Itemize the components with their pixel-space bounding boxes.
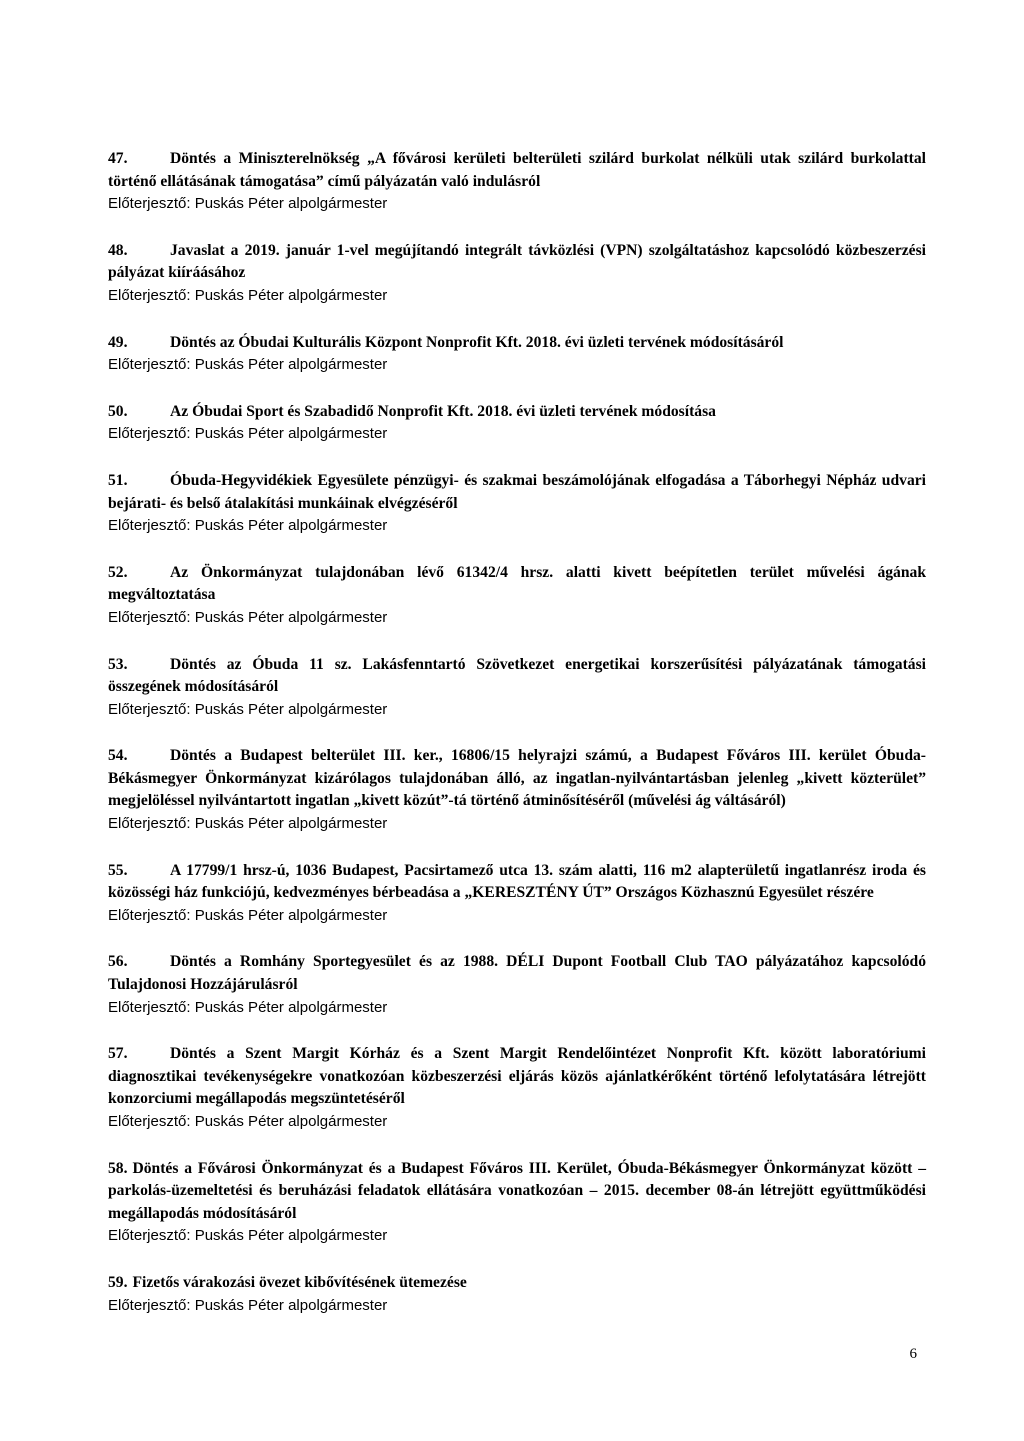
agenda-item-presenter: Előterjesztő: Puskás Péter alpolgármester bbox=[108, 608, 388, 626]
agenda-item-text: Javaslat a 2019. január 1-vel megújítandó integrált távközlési (VPN) szolgáltatáshoz kapcsolódó közbeszerzési pályázat kiíráásához bbox=[108, 241, 926, 282]
agenda-item-text: Döntés a Romhány Sportegyesület és az 1988. DÉLI Dupont Football Club TAO pályázatához kapcsolódó Tulajdonosi Hozzájárulásról bbox=[108, 953, 926, 994]
agenda-item-text: Az Óbudai Sport és Szabadidő Nonprofit Kft. 2018. évi üzleti tervének módosítása bbox=[170, 402, 716, 420]
agenda-item-presenter: Előterjesztő: Puskás Péter alpolgármester bbox=[108, 356, 388, 374]
agenda-item-title bbox=[108, 951, 926, 996]
agenda-item-text: Döntés az Óbudai Kulturális Központ Nonprofit Kft. 2018. évi üzleti tervének módosításáról bbox=[170, 333, 784, 351]
agenda-item-presenter: Előterjesztő: Puskás Péter alpolgármester bbox=[108, 1227, 388, 1245]
agenda-item-text: Fizetős várakozási övezet kibővítésének ütemezése bbox=[132, 1273, 467, 1291]
page-number: 6 bbox=[909, 1346, 917, 1362]
agenda-item-presenter: Előterjesztő: Puskás Péter alpolgármester bbox=[108, 906, 388, 924]
agenda-item-presenter: Előterjesztő: Puskás Péter alpolgármester bbox=[108, 286, 388, 304]
agenda-item-text: Döntés a Budapest belterület III. ker., 16806/15 helyrajzi számú, a Budapest Főváros III. kerület Óbuda-Békásmegyer Önkormányzat kizárólagos tulajdonában álló, az ingatlan-nyilvántartásban jelenleg „kivett közterület” megjelöléssel nyilvántartott ingatlan „kivett közút”-tá történő átminősítéséről (művelési ág váltásáról) bbox=[108, 747, 926, 810]
agenda-item-text: Döntés a Fővárosi Önkormányzat és a Budapest Főváros III. Kerület, Óbuda-Békásmegyer Önkormányzat között – parkolás-üzemeltetési és beruházási feladatok ellátására vonatkozóan – 2015. december 08-án létrejött együttműködési megállapodás módosításáról bbox=[108, 1159, 926, 1222]
agenda-item-title bbox=[108, 1272, 926, 1295]
agenda-item-53 bbox=[108, 654, 926, 722]
agenda-item-50 bbox=[108, 401, 926, 446]
agenda-item-number: 58. bbox=[108, 1159, 128, 1177]
agenda-item-presenter: Előterjesztő: Puskás Péter alpolgármester bbox=[108, 425, 388, 443]
agenda-item-number: 52. bbox=[108, 563, 128, 581]
agenda-item-number: 50. bbox=[108, 402, 128, 420]
agenda-item-title bbox=[108, 470, 926, 515]
agenda-item-59 bbox=[108, 1272, 926, 1317]
agenda-item-presenter: Előterjesztő: Puskás Péter alpolgármester bbox=[108, 517, 388, 535]
agenda-item-number: 51. bbox=[108, 471, 128, 489]
agenda-item-title bbox=[108, 1158, 926, 1226]
agenda-item-number: 54. bbox=[108, 747, 128, 765]
agenda-item-text: Döntés az Óbuda 11 sz. Lakásfenntartó Szövetkezet energetikai korszerűsítési pályázatának támogatási összegének módosításáról bbox=[108, 655, 926, 696]
agenda-item-title bbox=[108, 401, 926, 424]
agenda-item-49 bbox=[108, 332, 926, 377]
agenda-item-title bbox=[108, 148, 926, 193]
agenda-item-title bbox=[108, 654, 926, 699]
agenda-item-presenter: Előterjesztő: Puskás Péter alpolgármester bbox=[108, 1113, 388, 1130]
agenda-item-text: A 17799/1 hrsz-ú, 1036 Budapest, Pacsirtamező utca 13. szám alatti, 116 m2 alapterületű ingatlanrész iroda és közösségi ház funkciójú, kedvezményes bérbeadása a „KERESZTÉNY ÚT” Országos Közhasznú Egyesület részére bbox=[108, 861, 926, 902]
agenda-item-number: 59. bbox=[108, 1273, 128, 1291]
agenda-item-title bbox=[108, 240, 926, 285]
agenda-item-51 bbox=[108, 470, 926, 538]
agenda-item-title bbox=[108, 562, 926, 607]
agenda-item-58 bbox=[108, 1158, 926, 1248]
agenda-item-number: 49. bbox=[108, 333, 128, 351]
agenda-item-presenter: Előterjesztő: Puskás Péter alpolgármester bbox=[108, 1296, 388, 1314]
agenda-item-57 bbox=[108, 1043, 926, 1133]
agenda-item-55 bbox=[108, 860, 926, 928]
agenda-item-title bbox=[108, 1043, 926, 1111]
agenda-item-title bbox=[108, 332, 926, 355]
agenda-item-52 bbox=[108, 562, 926, 630]
agenda-item-title bbox=[108, 860, 926, 905]
agenda-item-text: Óbuda-Hegyvidékiek Egyesülete pénzügyi- és szakmai beszámolójának elfogadása a Táborhegyi Népház udvari bejárati- és belső átalakítási munkáinak elvégzéséről bbox=[108, 471, 926, 512]
agenda-item-48 bbox=[108, 240, 926, 308]
agenda-item-number: 55. bbox=[108, 861, 128, 879]
agenda-item-number: 48. bbox=[108, 241, 128, 259]
agenda-item-47 bbox=[108, 148, 926, 216]
agenda-item-presenter: Előterjesztő: Puskás Péter alpolgármester bbox=[108, 195, 388, 213]
agenda-item-number: 56. bbox=[108, 953, 128, 971]
agenda-item-title bbox=[108, 745, 926, 813]
agenda-item-number: 47. bbox=[108, 150, 128, 167]
agenda-item-text: Döntés a Miniszterelnökség „A fővárosi kerületi belterületi szilárd burkolat nélküli utak szilárd burkolattal történő ellátásának támogatása” című pályázatán való indulásról bbox=[108, 150, 926, 190]
agenda-item-54 bbox=[108, 745, 926, 835]
agenda-item-presenter: Előterjesztő: Puskás Péter alpolgármester bbox=[108, 998, 388, 1016]
agenda-item-presenter: Előterjesztő: Puskás Péter alpolgármester bbox=[108, 700, 388, 718]
agenda-item-number: 57. bbox=[108, 1045, 128, 1063]
agenda-list bbox=[108, 148, 926, 1341]
agenda-item-56 bbox=[108, 951, 926, 1019]
agenda-item-text: Döntés a Szent Margit Kórház és a Szent Margit Rendelőintézet Nonprofit Kft. között laboratóriumi diagnosztikai tevékenységekre vonatkozóan közbeszerzési eljárás közös ajánlatkérőként történő lefolytatására létrejött konzorciumi megállapodás megszüntetéséről bbox=[108, 1045, 926, 1108]
agenda-item-number: 53. bbox=[108, 655, 128, 673]
agenda-item-presenter: Előterjesztő: Puskás Péter alpolgármester bbox=[108, 815, 388, 833]
agenda-item-text: Az Önkormányzat tulajdonában lévő 61342/4 hrsz. alatti kivett beépítetlen terület művelési ágának megváltoztatása bbox=[108, 563, 926, 604]
